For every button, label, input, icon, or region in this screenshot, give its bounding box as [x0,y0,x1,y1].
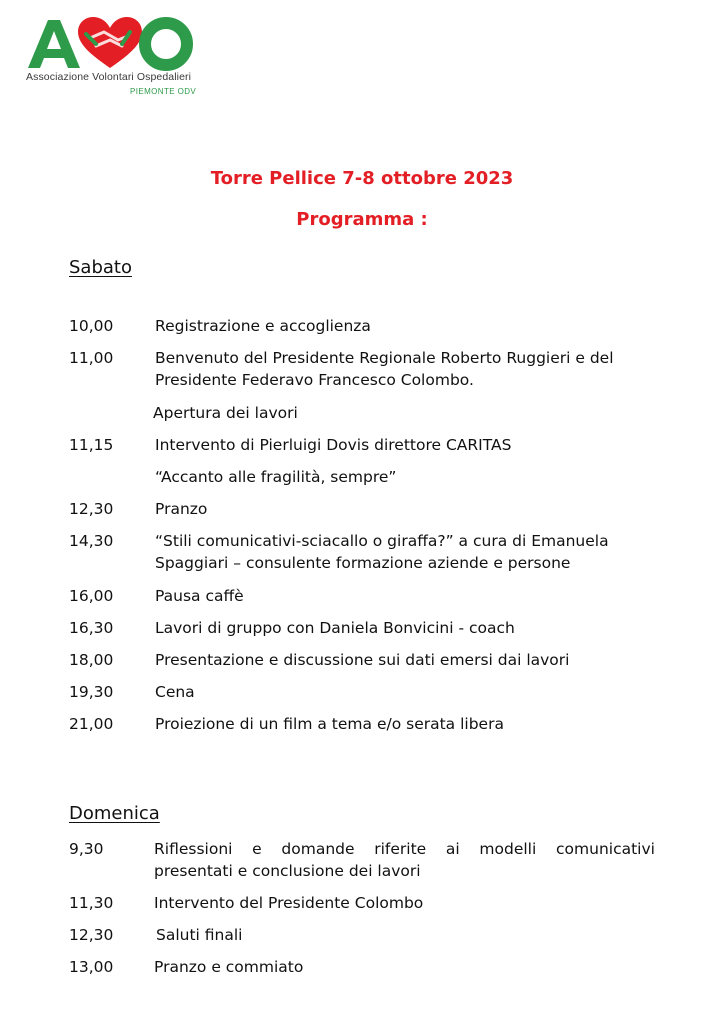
avo-logo [26,14,196,100]
item-description: Pranzo e commiato [154,958,304,976]
item-description: Proiezione di un film a tema e/o serata libera [155,715,504,733]
item-time: 13,00 [69,958,114,976]
item-description: Saluti finali [156,926,243,944]
day-heading-sunday: Domenica [69,803,160,824]
item-time: 16,30 [69,619,114,637]
item-description: Presidente Federavo Francesco Colombo. [155,371,474,389]
item-description: Registrazione e accoglienza [155,317,371,335]
item-time: 14,30 [69,532,114,550]
organization-region: PIEMONTE ODV [130,87,197,96]
avo-logo-mark [26,14,196,72]
item-description: Pranzo [155,500,208,518]
item-time: 10,00 [69,317,114,335]
item-description: Spaggiari – consulente formazione aziende e persone [155,554,571,572]
item-description: Pausa caffè [155,587,244,605]
item-time: 12,30 [69,500,114,518]
item-description: Intervento di Pierluigi Dovis direttore CARITAS [155,436,512,454]
event-title: Torre Pellice 7-8 ottobre 2023 [210,168,514,189]
item-description: Riflessioni e domande riferite ai modelli comunicativi [154,840,655,858]
item-description: Intervento del Presidente Colombo [154,894,424,912]
item-time: 18,00 [69,651,114,669]
organization-name: Associazione Volontari Ospedalieri [26,71,192,83]
item-time: 16,00 [69,587,114,605]
item-description: Lavori di gruppo con Daniela Bonvicini - coach [155,619,515,637]
day-heading-saturday: Sabato [69,257,132,278]
item-time: 21,00 [69,715,114,733]
item-description: “Stili comunicativi-sciacallo o giraffa?” a cura di Emanuela [155,532,609,550]
item-time: 12,30 [69,926,114,944]
item-time: 11,30 [69,894,114,912]
item-time: 11,00 [69,349,114,367]
item-time: 11,15 [69,436,114,454]
program-heading: Programma : [296,209,428,230]
item-description: Presentazione e discussione sui dati emersi dai lavori [155,651,570,669]
item-time: 19,30 [69,683,114,701]
item-description: “Accanto alle fragilità, sempre” [155,468,397,486]
item-description: Benvenuto del Presidente Regionale Roberto Ruggieri e del [155,349,614,367]
item-time: 9,30 [69,840,104,858]
item-description: presentati e conclusione dei lavori [154,862,421,880]
item-description: Cena [155,683,195,701]
item-description: Apertura dei lavori [153,404,298,422]
